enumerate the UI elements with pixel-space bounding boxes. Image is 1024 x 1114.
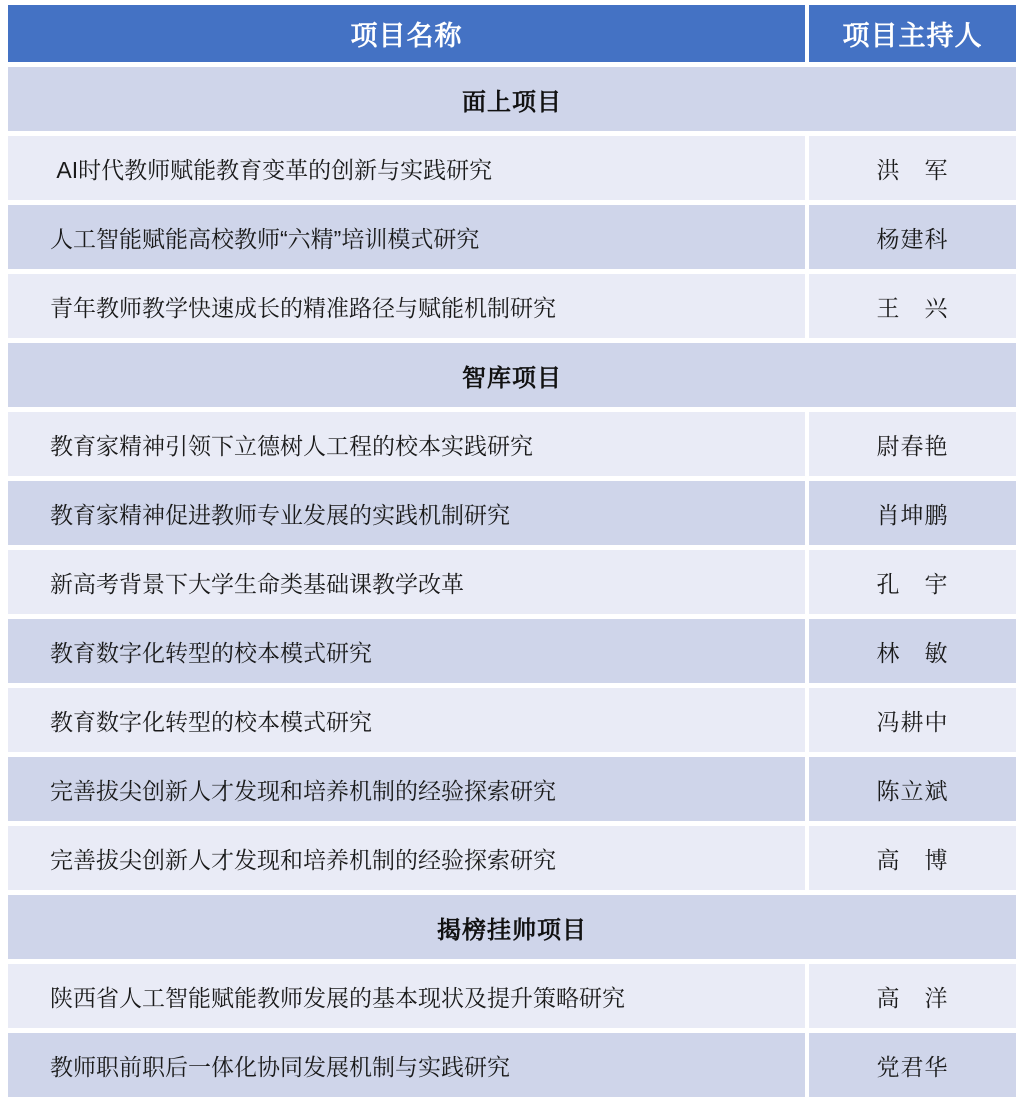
table-row [8,134,1016,203]
project-leader-cell: 肖坤鹏 [807,479,1016,548]
project-name-cell: 新高考背景下大学生命类基础课教学改革 [8,548,807,617]
project-name-cell: 教师职前职后一体化协同发展机制与实践研究 [8,1031,807,1100]
section-header-row [8,893,1016,962]
project-name-cell: 完善拔尖创新人才发现和培养机制的经验探索研究 [8,755,807,824]
section-title: 智库项目 [8,341,1016,410]
project-leader-cell: 洪 军 [807,134,1016,203]
table-row [8,755,1016,824]
section-header-row [8,65,1016,134]
table-row [8,1031,1016,1100]
project-leader-cell: 党君华 [807,1031,1016,1100]
project-leader-cell: 冯耕中 [807,686,1016,755]
section-title: 揭榜挂帅项目 [8,893,1016,962]
table-row [8,203,1016,272]
project-leader-cell: 尉春艳 [807,410,1016,479]
table-row [8,962,1016,1031]
table-row [8,548,1016,617]
project-name-cell: 教育家精神引领下立德树人工程的校本实践研究 [8,410,807,479]
project-leader-cell: 陈立斌 [807,755,1016,824]
table-row [8,824,1016,893]
table-body [8,65,1016,1100]
project-name-cell: 教育家精神促进教师专业发展的实践机制研究 [8,479,807,548]
table-row [8,410,1016,479]
table-row [8,479,1016,548]
project-name-cell: 陕西省人工智能赋能教师发展的基本现状及提升策略研究 [8,962,807,1031]
project-name-cell: AI时代教师赋能教育变革的创新与实践研究 [8,134,807,203]
table-row [8,686,1016,755]
section-title: 面上项目 [8,65,1016,134]
project-leader-cell: 杨建科 [807,203,1016,272]
project-leader-cell: 王 兴 [807,272,1016,341]
project-leader-cell: 林 敏 [807,617,1016,686]
project-name-cell: 教育数字化转型的校本模式研究 [8,686,807,755]
project-name-cell: 教育数字化转型的校本模式研究 [8,617,807,686]
project-leader-cell: 高 洋 [807,962,1016,1031]
column-header-project-leader: 项目主持人 [807,5,1016,65]
section-header-row [8,341,1016,410]
project-name-cell: 完善拔尖创新人才发现和培养机制的经验探索研究 [8,824,807,893]
project-leader-cell: 孔 宇 [807,548,1016,617]
project-leader-cell: 高 博 [807,824,1016,893]
table-row [8,272,1016,341]
table-header-row [8,5,1016,65]
project-name-cell: 青年教师教学快速成长的精准路径与赋能机制研究 [8,272,807,341]
project-table [8,5,1016,1102]
column-header-project-name: 项目名称 [8,5,807,65]
table-row [8,617,1016,686]
project-name-cell: 人工智能赋能高校教师“六精”培训模式研究 [8,203,807,272]
